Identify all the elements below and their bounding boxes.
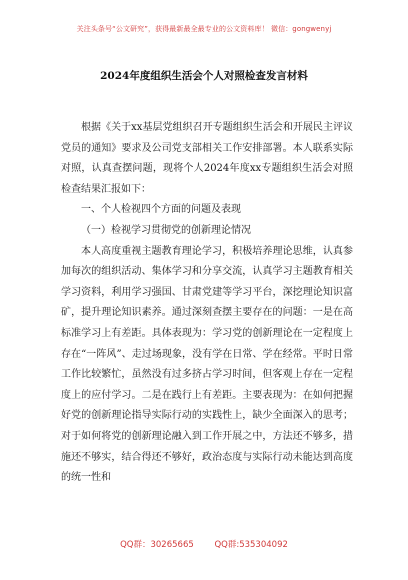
- header-banner: 关注头条号“公文研究”，获得最新最全最专业的公文资料库！ 微信：gongwenyj: [76, 25, 332, 33]
- footer-qq-group-1: QQ群：30265665: [120, 540, 194, 550]
- document-body: [61, 118, 353, 489]
- subsection-heading: （一）检视学习贯彻党的创新理论情况: [81, 224, 251, 236]
- intro-paragraph: 根据《关于xx基层党组织召开专题组织生活会和开展民主评议党员的通知》要求及公司党支部相关工作安排部署。本人联系实际对照，认真查摆问题，现将个人2024年度xx专题组织生活会对照检查结果汇报如下：: [61, 122, 353, 195]
- body-paragraph: 本人高度重视主题教育理论学习，积极培养理论思维，认真参加每次的组织活动、集体学习和分享交流，认真学习主题教育相关学习资料，利用学习强国、甘肃党建等学习平台，深挖理论知识富矿，提升理论知识素养。通过深刻查摆主要存在的问题：一是在高标准学习上有差距。具体表现为：学习党的创新理论在一定程度上存在“一阵风”、走过场现象，没有学在日常、学在经常。平时日常工作比较繁忙，虽然没有过多挤占学习时间，但客观上存在一定程度上的应付学习。二是在践行上有差距。主要表现为：在如何把握好党的创新理论指导实际行动的实践性上，缺少全面深入的思考；对于如何将党的创新理论融入到工作开展之中，方法还不够多，措施还不够实，结合得还不够好，政治态度与实际行动未能达到高度的统一性和: [61, 245, 353, 484]
- footer-qq-group-2: QQ群:535304092: [214, 540, 288, 550]
- document-title: 2024年度组织生活会个人对照检查发言材料: [100, 70, 308, 82]
- section-heading: 一、个人检视四个方面的问题及表现: [81, 204, 241, 216]
- footer-bar: [0, 538, 408, 550]
